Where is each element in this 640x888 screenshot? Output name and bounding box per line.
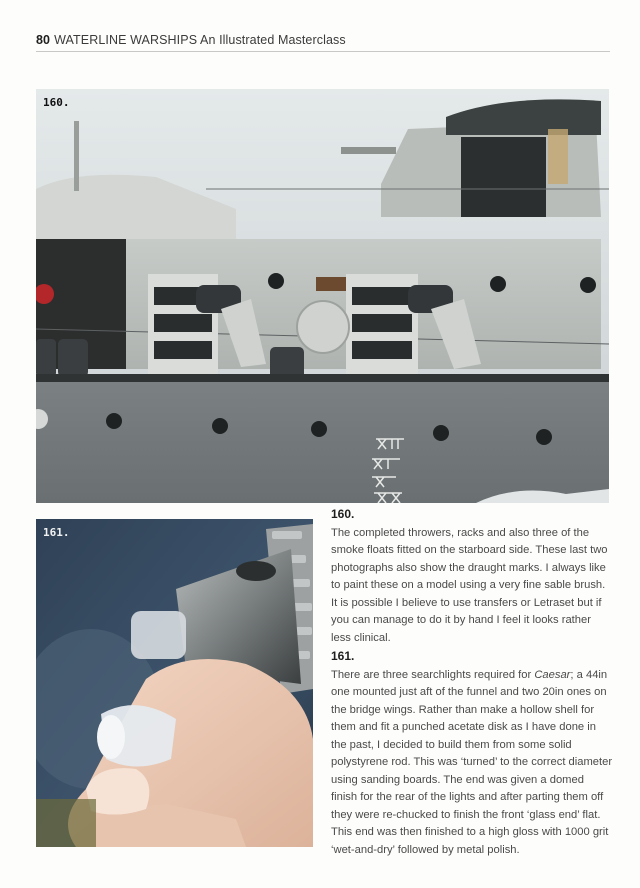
header-rule xyxy=(36,51,610,52)
photo-161-label: 161. xyxy=(43,526,70,539)
ship-name: Caesar xyxy=(534,668,571,681)
caption-161-text xyxy=(331,667,613,860)
caption-161-number: 161. xyxy=(331,649,355,663)
photo-160-label: 160. xyxy=(43,96,70,109)
caption-160 xyxy=(331,506,613,647)
caption-161-text-after: ; a 44in one mounted just aft of the funnel and two 20in ones on the bridge wings. Rather than make a hollow shell for them and fit a punched acetate disk as I have done in the past, I decided to build them from some solid polystyrene rod. This was ‘turned’ to the correct diameter using sanding boards. The end was given a domed finish for the rear of the lights and after parting them off they were re-chucked to finish the front ‘glass end’ flat. This end was then finished to a high gloss with 1000 grit ‘wet-and-dry’ followed by metal polish. xyxy=(331,668,613,856)
photo-161-illustration xyxy=(36,519,313,847)
running-title: WATERLINE WARSHIPS An Illustrated Masterclass xyxy=(54,33,346,47)
caption-161-text-before: There are three searchlights required for xyxy=(331,668,535,681)
photo-161 xyxy=(36,519,313,847)
caption-161 xyxy=(331,648,613,859)
page-number: 80 xyxy=(36,33,51,47)
photo-160-illustration xyxy=(36,89,609,503)
caption-160-number: 160. xyxy=(331,507,355,521)
caption-160-text: The completed throwers, racks and also three of the smoke floats fitted on the starboard side. These last two photographs also show the draught marks. I always like to paint these on a model using a very fine sable brush. It is possible I believe to use transfers or Letraset but if you can manage to do it by hand I feel it looks rather less clinical. xyxy=(331,526,608,644)
running-header xyxy=(36,33,610,47)
photo-160 xyxy=(36,89,609,503)
